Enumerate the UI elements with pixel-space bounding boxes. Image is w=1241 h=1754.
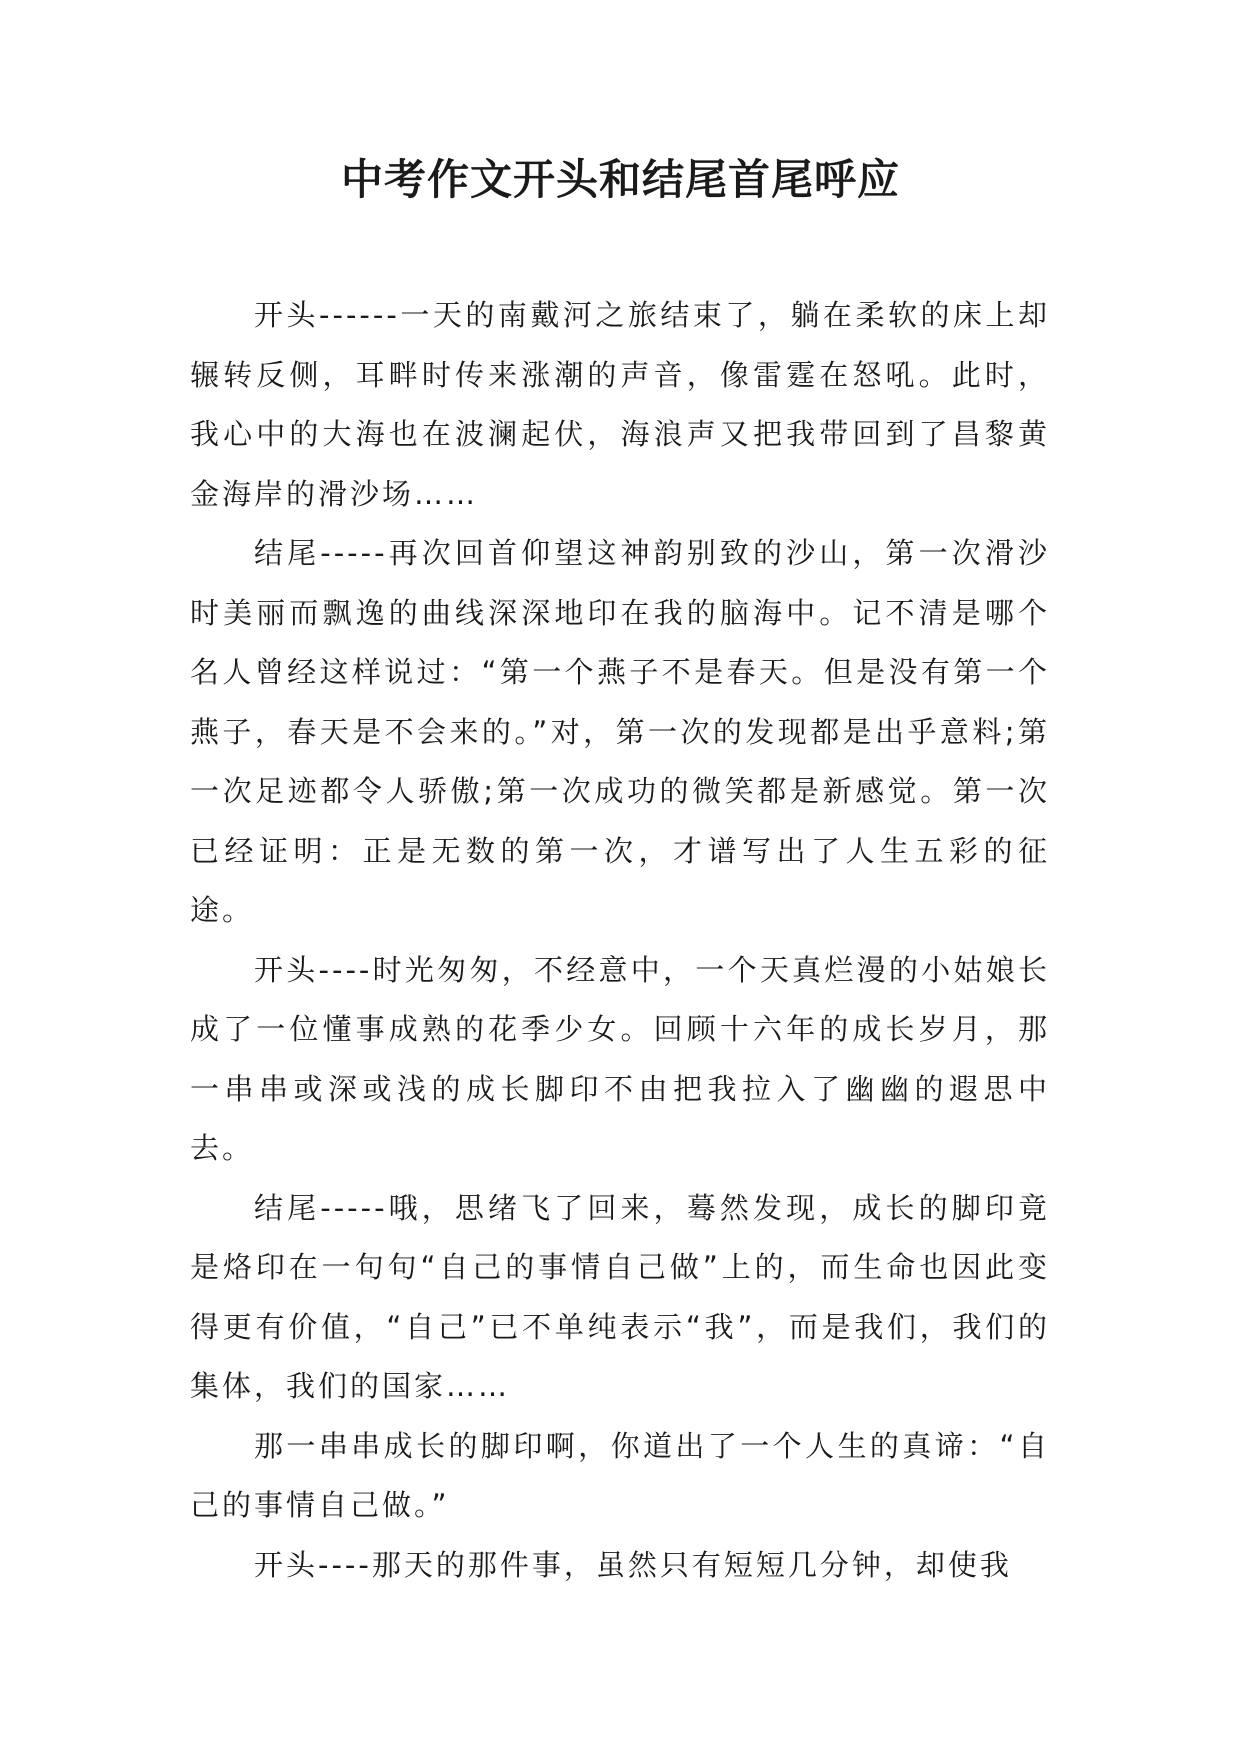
paragraph: 开头------一天的南戴河之旅结束了，躺在柔软的床上却辗转反侧，耳畔时传来涨潮的声音，像雷霆在怒吼。此时，我心中的大海也在波澜起伏，海浪声又把我带回到了昌黎黄金海岸的滑沙场…… [190, 298, 1050, 511]
document-body [190, 286, 1050, 1595]
document-title: 中考作文开头和结尾首尾呼应 [340, 155, 900, 204]
paragraph: 开头----时光匆匆，不经意中，一个天真烂漫的小姑娘长成了一位懂事成熟的花季少女。回顾十六年的成长岁月，那一串串或深或浅的成长脚印不由把我拉入了幽幽的遐思中去。 [190, 952, 1050, 1165]
paragraph: 那一串串成长的脚印啊，你道出了一个人生的真谛：“自己的事情自己做。” [190, 1428, 1050, 1522]
paragraph: 结尾-----哦，思绪飞了回来，蓦然发现，成长的脚印竟是烙印在一句句“自己的事情自己做”上的，而生命也因此变得更有价值，“自己”已不单纯表示“我”，而是我们，我们的集体，我们的国家…… [190, 1190, 1050, 1403]
paragraph: 开头----那天的那件事，虽然只有短短几分钟，却使我 [254, 1547, 1012, 1582]
paragraph: 结尾-----再次回首仰望这神韵别致的沙山，第一次滑沙时美丽而飘逸的曲线深深地印在我的脑海中。记不清是哪个名人曾经这样说过：“第一个燕子不是春天。但是没有第一个燕子，春天是不会来的。”对，第一次的发现都是出乎意料;第一次足迹都令人骄傲;第一次成功的微笑都是新感觉。第一次已经证明：正是无数的第一次，才谱写出了人生五彩的征途。 [190, 536, 1050, 927]
